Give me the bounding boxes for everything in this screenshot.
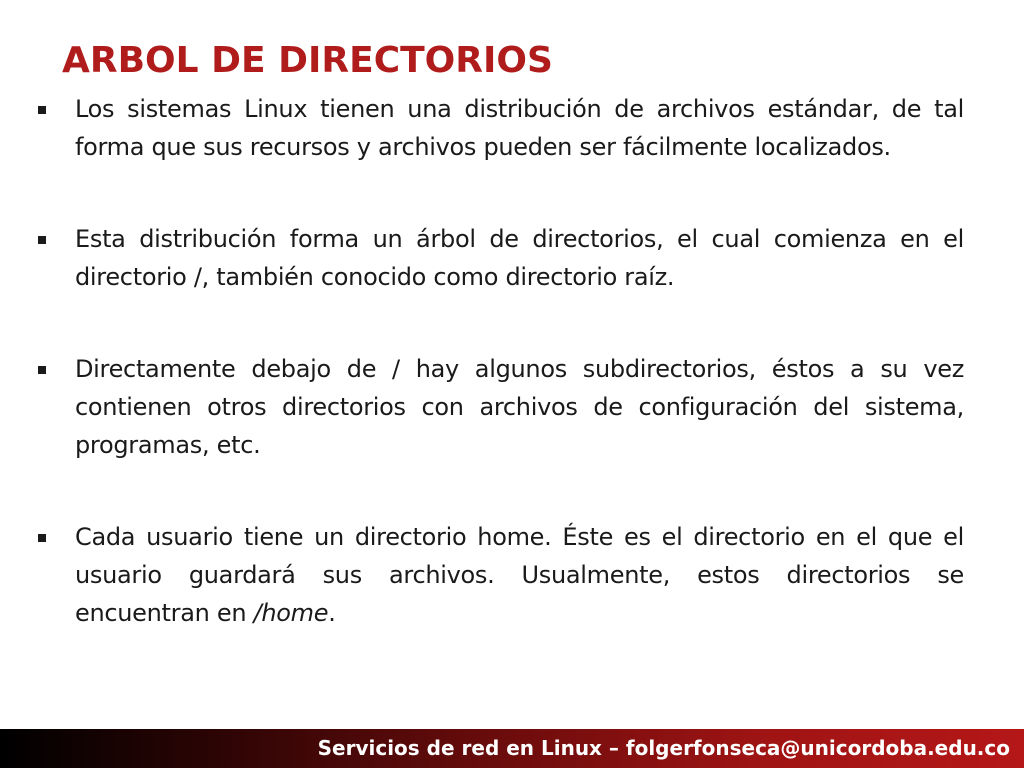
square-bullet-icon <box>38 534 46 542</box>
bullet-item <box>36 90 964 166</box>
bullet-text: Los sistemas Linux tienen una distribución de archivos estándar, de tal forma que sus recursos y archivos pueden ser fácilmente localizados. <box>75 95 964 161</box>
footer-bar <box>0 729 1024 768</box>
bullet-item <box>36 220 964 296</box>
bullet-text: Esta distribución forma un árbol de directorios, el cual comienza en el directorio /, también conocido como directorio raíz. <box>75 225 964 291</box>
slide-title: ARBOL DE DIRECTORIOS <box>62 40 553 81</box>
bullet-text-end: . <box>328 599 336 627</box>
home-path-italic: /home <box>253 599 329 627</box>
square-bullet-icon <box>38 366 46 374</box>
bullet-list <box>36 90 964 632</box>
square-bullet-icon <box>38 106 46 114</box>
bullet-item <box>36 518 964 632</box>
square-bullet-icon <box>38 236 46 244</box>
footer-text: Servicios de red en Linux – folgerfonseca@unicordoba.edu.co <box>317 736 1010 760</box>
bullet-text: Directamente debajo de / hay algunos subdirectorios, éstos a su vez contienen otros directorios con archivos de configuración del sistema, programas, etc. <box>75 355 964 459</box>
bullet-item <box>36 350 964 464</box>
bullet-text-main: Cada usuario tiene un directorio home. Éste es el directorio en el que el usuario guardará sus archivos. Usualmente, estos directorios se encuentran en <box>75 523 964 627</box>
bullet-text <box>75 523 964 627</box>
